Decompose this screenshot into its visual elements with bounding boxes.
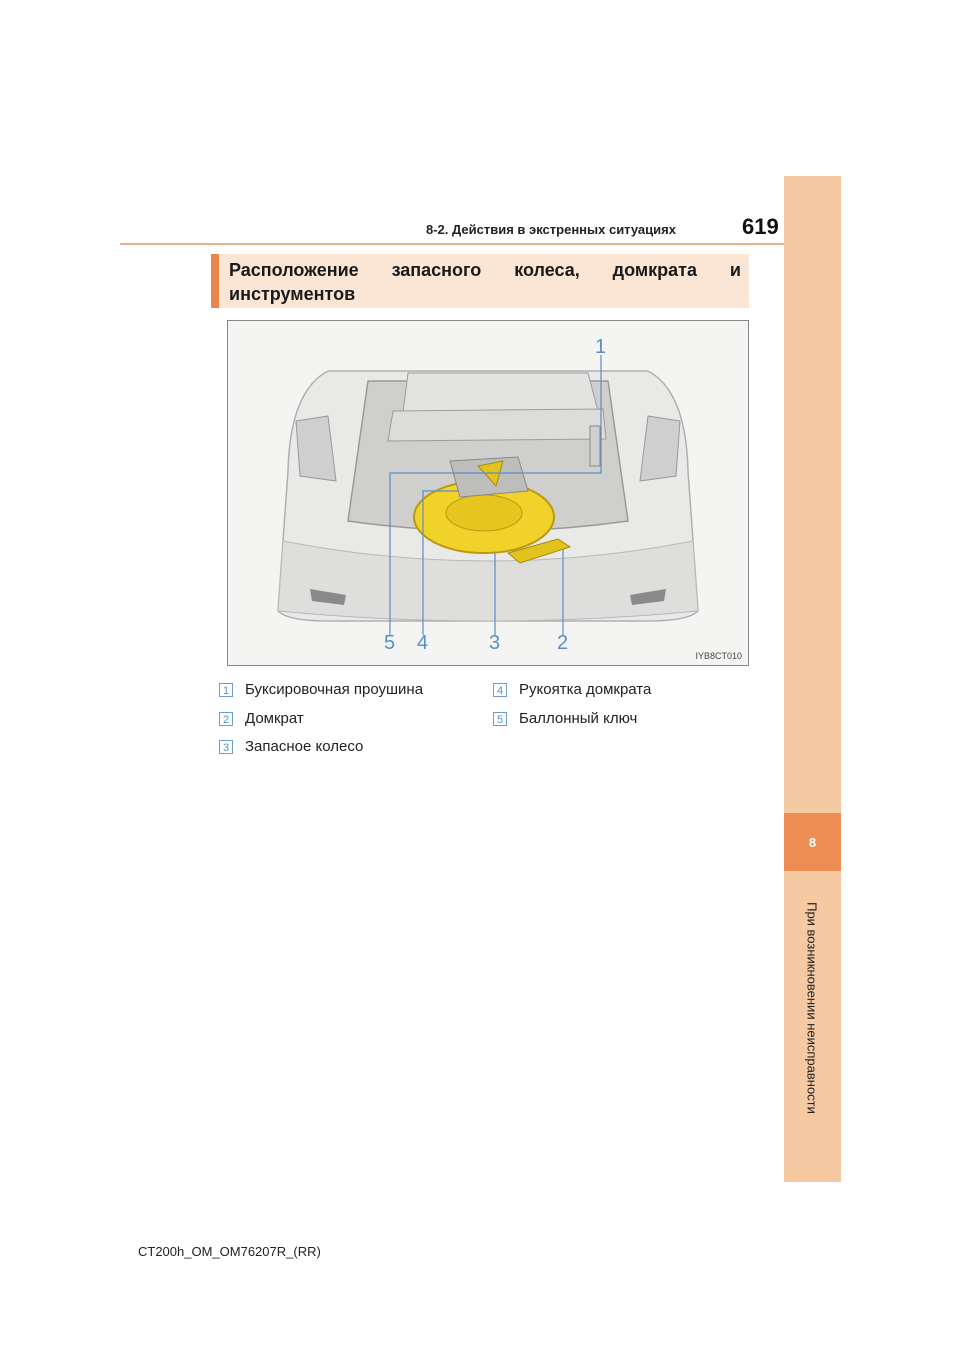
heading-word: и xyxy=(729,260,741,280)
towing-eyelet xyxy=(590,426,600,466)
legend-number: 2 xyxy=(219,712,233,726)
legend-label: Буксировочная проушина xyxy=(245,681,424,698)
chapter-number-box: 8 xyxy=(784,813,841,871)
legend-number: 5 xyxy=(493,712,507,726)
trunk-illustration xyxy=(227,320,749,666)
legend-item xyxy=(219,681,423,698)
legend-item xyxy=(493,681,651,698)
header-rule xyxy=(120,243,841,245)
legend-item xyxy=(493,710,637,727)
deck-board-lower xyxy=(388,409,606,441)
deck-board-upper xyxy=(403,373,598,413)
section-heading-line-1 xyxy=(229,258,741,282)
legend-label: Домкрат xyxy=(245,710,304,727)
trunk-illustration-drawing xyxy=(228,321,748,665)
legend-label: Баллонный ключ xyxy=(519,710,638,727)
legend-label: Запасное колесо xyxy=(245,738,364,755)
spare-wheel-hub xyxy=(446,495,522,531)
legend-number: 3 xyxy=(219,740,233,754)
legend-item xyxy=(219,738,363,755)
chapter-title-vertical: При возникновении неисправности xyxy=(804,902,820,1114)
legend-number: 1 xyxy=(219,683,233,697)
page-number: 619 xyxy=(742,214,779,239)
heading-word: запасного xyxy=(391,260,482,280)
document-code-footer: CT200h_OM_OM76207R_(RR) xyxy=(138,1244,321,1259)
legend-number: 4 xyxy=(493,683,507,697)
section-heading xyxy=(211,254,749,308)
figure-code: IYB8CT010 xyxy=(695,651,742,661)
callout-5: 5 xyxy=(384,632,396,654)
callout-1: 1 xyxy=(595,336,607,358)
callout-3: 3 xyxy=(489,632,501,654)
heading-word: домкрата xyxy=(612,260,697,280)
legend-label: Рукоятка домкрата xyxy=(519,681,652,698)
heading-word: Расположение xyxy=(229,260,359,280)
running-header-section: 8-2. Действия в экстренных ситуациях xyxy=(426,222,676,237)
heading-word: колеса, xyxy=(514,260,580,280)
section-heading-line-2: инструментов xyxy=(229,284,356,304)
callout-4: 4 xyxy=(417,632,429,654)
legend-item xyxy=(219,710,304,727)
callout-2: 2 xyxy=(557,632,569,654)
